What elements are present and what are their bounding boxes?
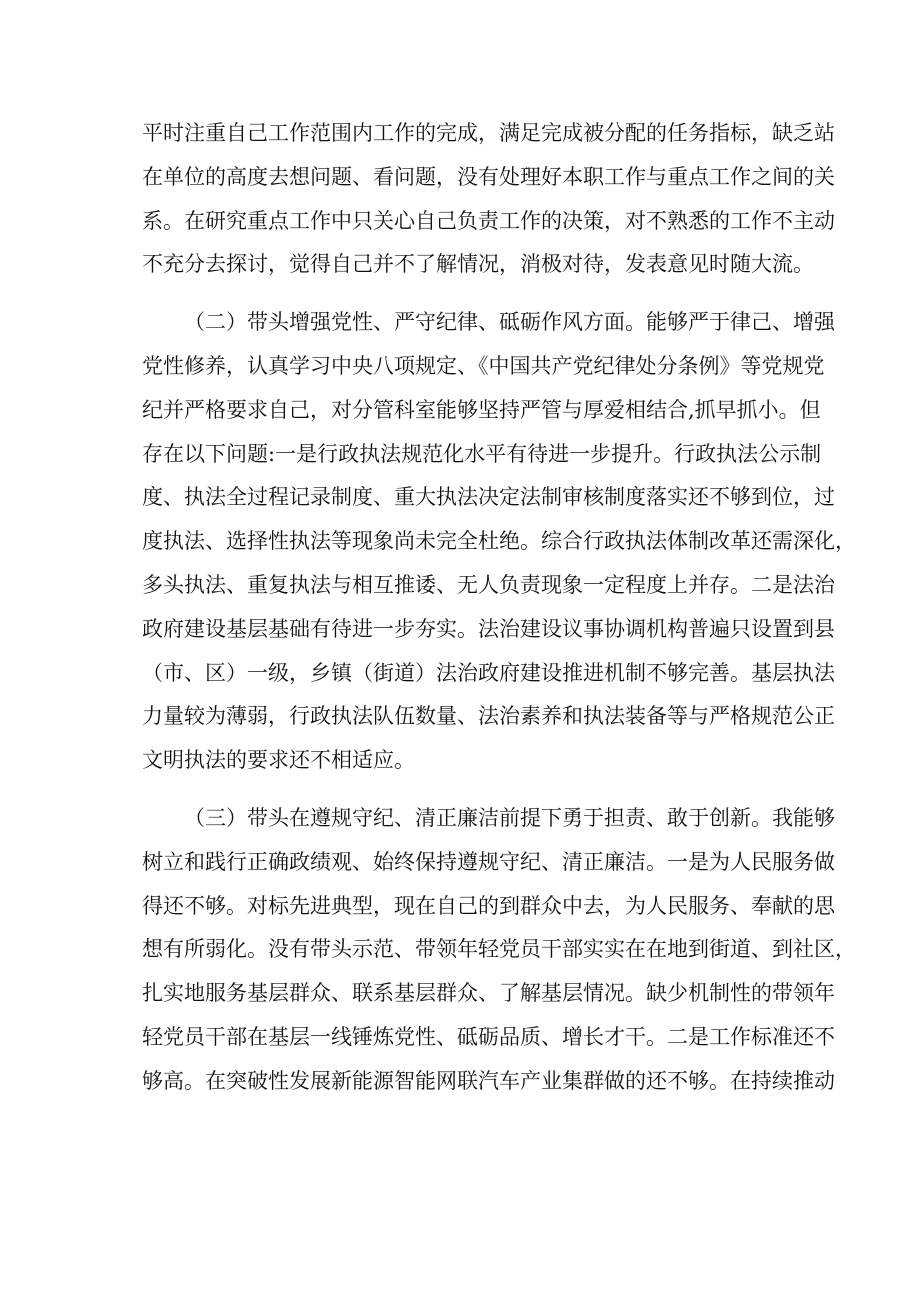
paragraph-3 — [142, 797, 856, 1104]
paragraph-line: 度、执法全过程记录制度、重大执法决定法制审核制度落实还不够到位，过 — [142, 485, 835, 510]
paragraph-line: 多头执法、重复执法与相互推诿、无人负责现象一定程度上并存。二是法治 — [142, 572, 835, 597]
paragraph-spacer — [142, 783, 794, 797]
paragraph-line: 存在以下问题:一是行政执法规范化水平有待进一步提升。行政执法公示制 — [142, 441, 822, 466]
paragraph-line: 政府建设基层基础有待进一步夯实。法治建设议事协调机构普遍只设置到县 — [142, 616, 835, 641]
paragraph-line: （市、区）一级，乡镇（街道）法治政府建设推进机制不够完善。基层执法 — [142, 660, 835, 685]
paragraph-line: 系。在研究重点工作中只关心自己负责工作的决策，对不熟悉的工作不主动 — [142, 208, 835, 233]
paragraph-line: 纪并严格要求自己，对分管科室能够坚持严管与厚爱相结合,抓早抓小。但 — [142, 397, 821, 422]
paragraph-2 — [142, 301, 856, 783]
paragraph-1 — [142, 112, 835, 287]
paragraph-line: 扎实地服务基层群众、联系基层群众、了解基层情况。缺少机制性的带领年 — [142, 981, 835, 1006]
paragraph-line: 想有所弱化。没有带头示范、带领年轻党员干部实实在在地到街道、到社区， — [142, 937, 856, 962]
paragraph-line: 够高。在突破性发展新能源智能网联汽车产业集群做的还不够。在持续推动 — [142, 1068, 835, 1093]
paragraph-line: 轻党员干部在基层一线锤炼党性、砥砺品质、增长才干。二是工作标准还不 — [142, 1024, 835, 1049]
paragraph-line: 党性修养，认真学习中央八项规定、《中国共产党纪律处分条例》等党规党 — [142, 353, 825, 378]
document-body — [142, 112, 856, 1104]
paragraph-line: （三）带头在遵规守纪、清正廉洁前提下勇于担责、敢于创新。我能够 — [184, 805, 835, 830]
paragraph-line: 力量较为薄弱，行政执法队伍数量、法治素养和执法装备等与严格规范公正 — [142, 704, 835, 729]
paragraph-line: 树立和践行正确政绩观、始终保持遵规守纪、清正廉洁。一是为人民服务做 — [142, 849, 835, 874]
paragraph-spacer — [142, 287, 794, 301]
paragraph-line: 文明执法的要求还不相适应。 — [142, 748, 415, 773]
paragraph-line: 在单位的高度去想问题、看问题，没有处理好本职工作与重点工作之间的关 — [142, 164, 835, 189]
paragraph-line: 得还不够。对标先进典型，现在自己的到群众中去，为人民服务、奉献的思 — [142, 893, 835, 918]
paragraph-line: （二）带头增强党性、严守纪律、砥砺作风方面。能够严于律己、增强 — [184, 310, 835, 335]
paragraph-line: 不充分去探讨，觉得自己并不了解情况，消极对待，发表意见时随大流。 — [142, 252, 814, 277]
paragraph-line: 度执法、选择性执法等现象尚未完全杜绝。综合行政执法体制改革还需深化， — [142, 529, 856, 554]
paragraph-line: 平时注重自己工作范围内工作的完成，满足完成被分配的任务指标，缺乏站 — [142, 121, 835, 145]
